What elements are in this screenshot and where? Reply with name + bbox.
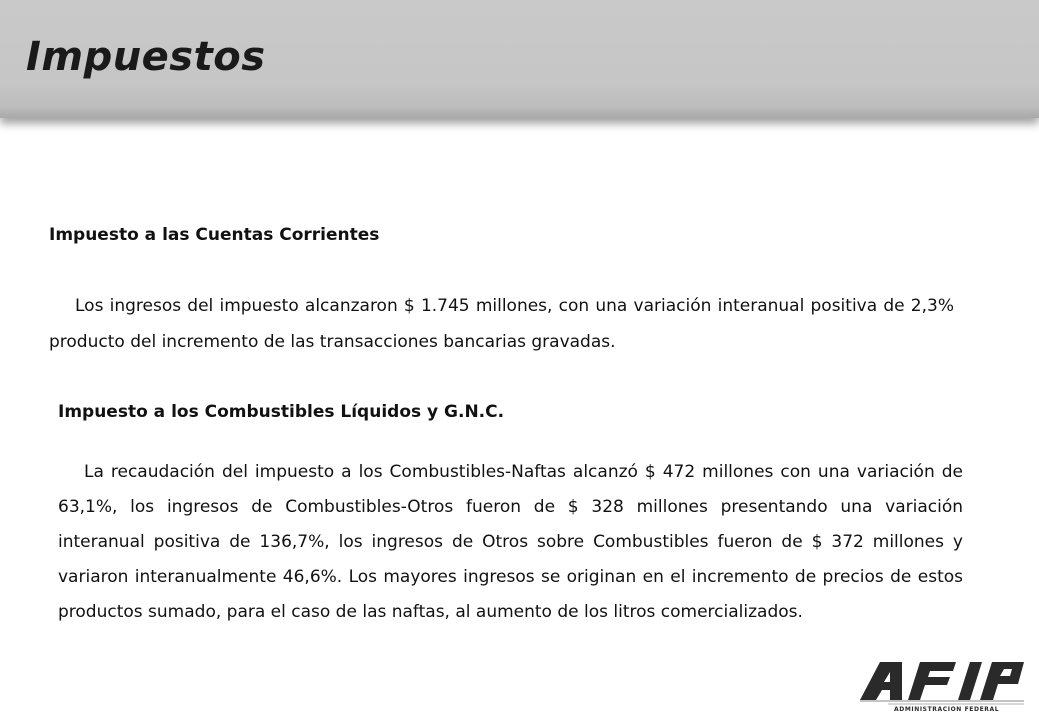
- section-heading-combustibles: Impuesto a los Combustibles Líquidos y G.N.C.: [58, 402, 505, 422]
- afip-logo-icon: [858, 654, 1028, 716]
- section-heading-cuentas-corrientes: Impuesto a las Cuentas Corrientes: [49, 225, 380, 245]
- section-body-cuentas-corrientes: Los ingresos del impuesto alcanzaron $ 1.745 millones, con una variación interanual positiva de 2,3% producto del incremento de las transacciones bancarias gravadas.: [49, 296, 954, 352]
- section-body-combustibles: La recaudación del impuesto a los Combustibles-Naftas alcanzó $ 472 millones con una variación de 63,1%, los ingresos de Combustibles-Otros fueron de $ 328 millones presentando una variación interanual positiva de 136,7%, los ingresos de Otros sobre Combustibles fueron de $ 372 millones y variaron interanualmente 46,6%. Los mayores ingresos se originan en el incremento de precios de estos productos sumado, para el caso de las naftas, al aumento de los litros comercializados.: [58, 462, 963, 622]
- logo-subtitle: ADMINISTRACION FEDERAL: [894, 706, 1000, 713]
- slide-title: Impuestos: [26, 34, 266, 80]
- afip-logo: [858, 654, 1028, 716]
- title-bar: [0, 0, 1039, 118]
